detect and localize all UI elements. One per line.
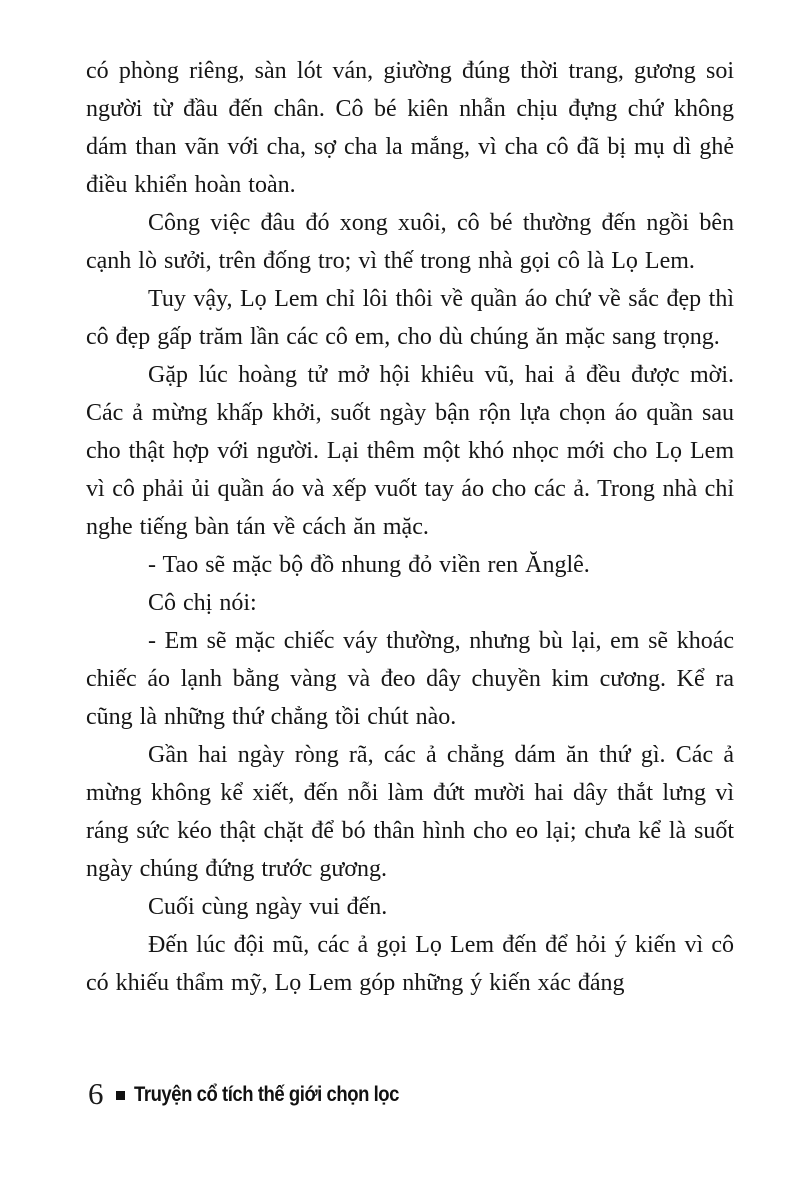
paragraph: Cô chị nói: <box>148 590 257 616</box>
paragraph: Công việc đâu đó xong xuôi, cô bé thường đến ngồi bên cạnh lò sưởi, trên đống tro; vì thế trong nhà gọi cô là Lọ Lem. <box>86 210 734 274</box>
paragraph: Gần hai ngày ròng rã, các ả chẳng dám ăn thứ gì. Các ả mừng không kể xiết, đến nỗi làm đứt mười hai dây thắt lưng vì ráng sức kéo thật chặt để bó thân hình cho eo lại; chưa kể là suốt ngày chúng đứng trước gương. <box>86 742 734 882</box>
paragraph: có phòng riêng, sàn lót ván, giường đúng thời trang, gương soi người từ đầu đến chân. Cô bé kiên nhẫn chịu đựng chứ không dám than vãn với cha, sợ cha la mắng, vì cha cô đã bị mụ dì ghẻ điều khiển hoàn toàn. <box>86 58 734 198</box>
paragraph: Đến lúc đội mũ, các ả gọi Lọ Lem đến để hỏi ý kiến vì cô có khiếu thẩm mỹ, Lọ Lem góp những ý kiến xác đáng <box>86 932 734 996</box>
dialogue-line: - Tao sẽ mặc bộ đồ nhung đỏ viền ren Ănglê. <box>148 552 590 578</box>
page-footer <box>88 1078 435 1109</box>
paragraph: Tuy vậy, Lọ Lem chỉ lôi thôi về quần áo chứ về sắc đẹp thì cô đẹp gấp trăm lần các cô em, cho dù chúng ăn mặc sang trọng. <box>86 286 734 350</box>
dialogue-line: - Em sẽ mặc chiếc váy thường, nhưng bù lại, em sẽ khoác chiếc áo lạnh bằng vàng và đeo dây chuyền kim cương. Kể ra cũng là những thứ chẳng tồi chút nào. <box>86 628 734 730</box>
book-title: Truyện cổ tích thế giới chọn lọc <box>133 1082 399 1106</box>
square-bullet-icon <box>116 1091 125 1100</box>
paragraph: Gặp lúc hoàng tử mở hội khiêu vũ, hai ả đều được mời. Các ả mừng khấp khởi, suốt ngày bận rộn lựa chọn áo quần sau cho thật hợp với người. Lại thêm một khó nhọc mới cho Lọ Lem vì cô phải ủi quần áo và xếp vuốt tay áo cho các ả. Trong nhà chỉ nghe tiếng bàn tán về cách ăn mặc. <box>86 362 734 540</box>
story-text <box>86 52 734 1002</box>
page-number: 6 <box>88 1076 104 1111</box>
paragraph: Cuối cùng ngày vui đến. <box>148 894 388 920</box>
